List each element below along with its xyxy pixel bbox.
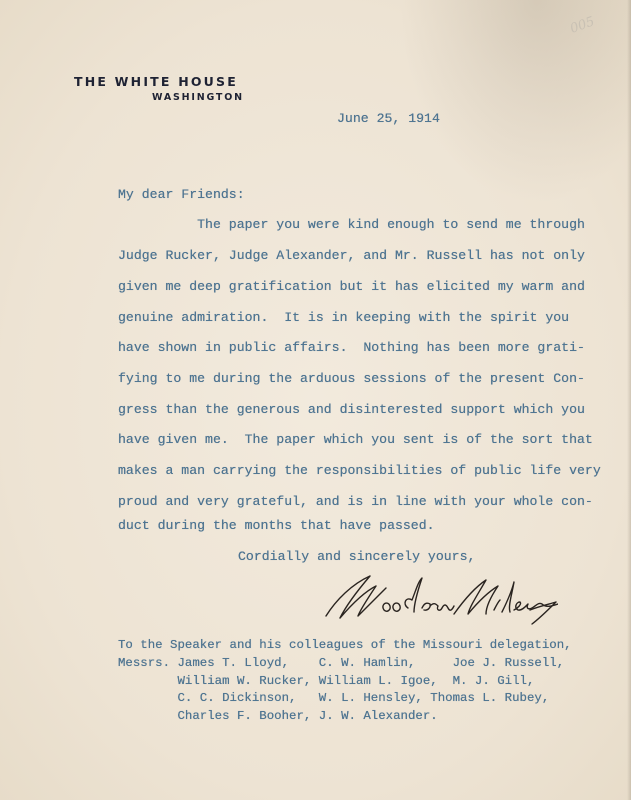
body-line: fying to me during the arduous sessions of the present Con- — [118, 371, 585, 386]
body-line: have given me. The paper which you sent is of the sort that — [118, 432, 593, 447]
letterhead-title: THE WHITE HOUSE — [74, 74, 238, 89]
closing: Cordially and sincerely yours, — [238, 549, 476, 564]
body-line: Judge Rucker, Judge Alexander, and Mr. Russell has not only — [118, 248, 585, 263]
addressee-line: To the Speaker and his colleagues of the Missouri delegation, — [118, 638, 572, 652]
body-line: proud and very grateful, and is in line with your whole con- — [118, 494, 593, 509]
letter-date: June 25, 1914 — [337, 111, 440, 126]
body-line: gress than the generous and disinterested support which you — [118, 402, 585, 417]
pencil-archive-mark: 005 — [568, 14, 597, 37]
addressee-names-line: Messrs. James T. Lloyd, C. W. Hamlin, Joe J. Russell, — [118, 656, 565, 670]
addressee-names-line: Charles F. Booher, J. W. Alexander. — [118, 709, 438, 723]
body-line: The paper you were kind enough to send me through — [118, 217, 585, 232]
letterhead-city: WASHINGTON — [152, 92, 244, 103]
body-line: have shown in public affairs. Nothing has been more grati- — [118, 340, 585, 355]
body-line: duct during the months that have passed. — [118, 518, 435, 533]
body-line: given me deep gratification but it has elicited my warm and — [118, 279, 585, 294]
signature-woodrow-wilson — [318, 570, 558, 626]
addressee-names-line: William W. Rucker, William L. Igoe, M. J. Gill, — [118, 674, 535, 688]
body-line: genuine admiration. It is in keeping with the spirit you — [118, 310, 570, 325]
addressee-names-line: C. C. Dickinson, W. L. Hensley, Thomas L. Rubey, — [118, 691, 550, 705]
salutation: My dear Friends: — [118, 187, 245, 202]
body-line: makes a man carrying the responsibilities of public life very — [118, 463, 601, 478]
paper-edge-shadow — [627, 0, 631, 800]
